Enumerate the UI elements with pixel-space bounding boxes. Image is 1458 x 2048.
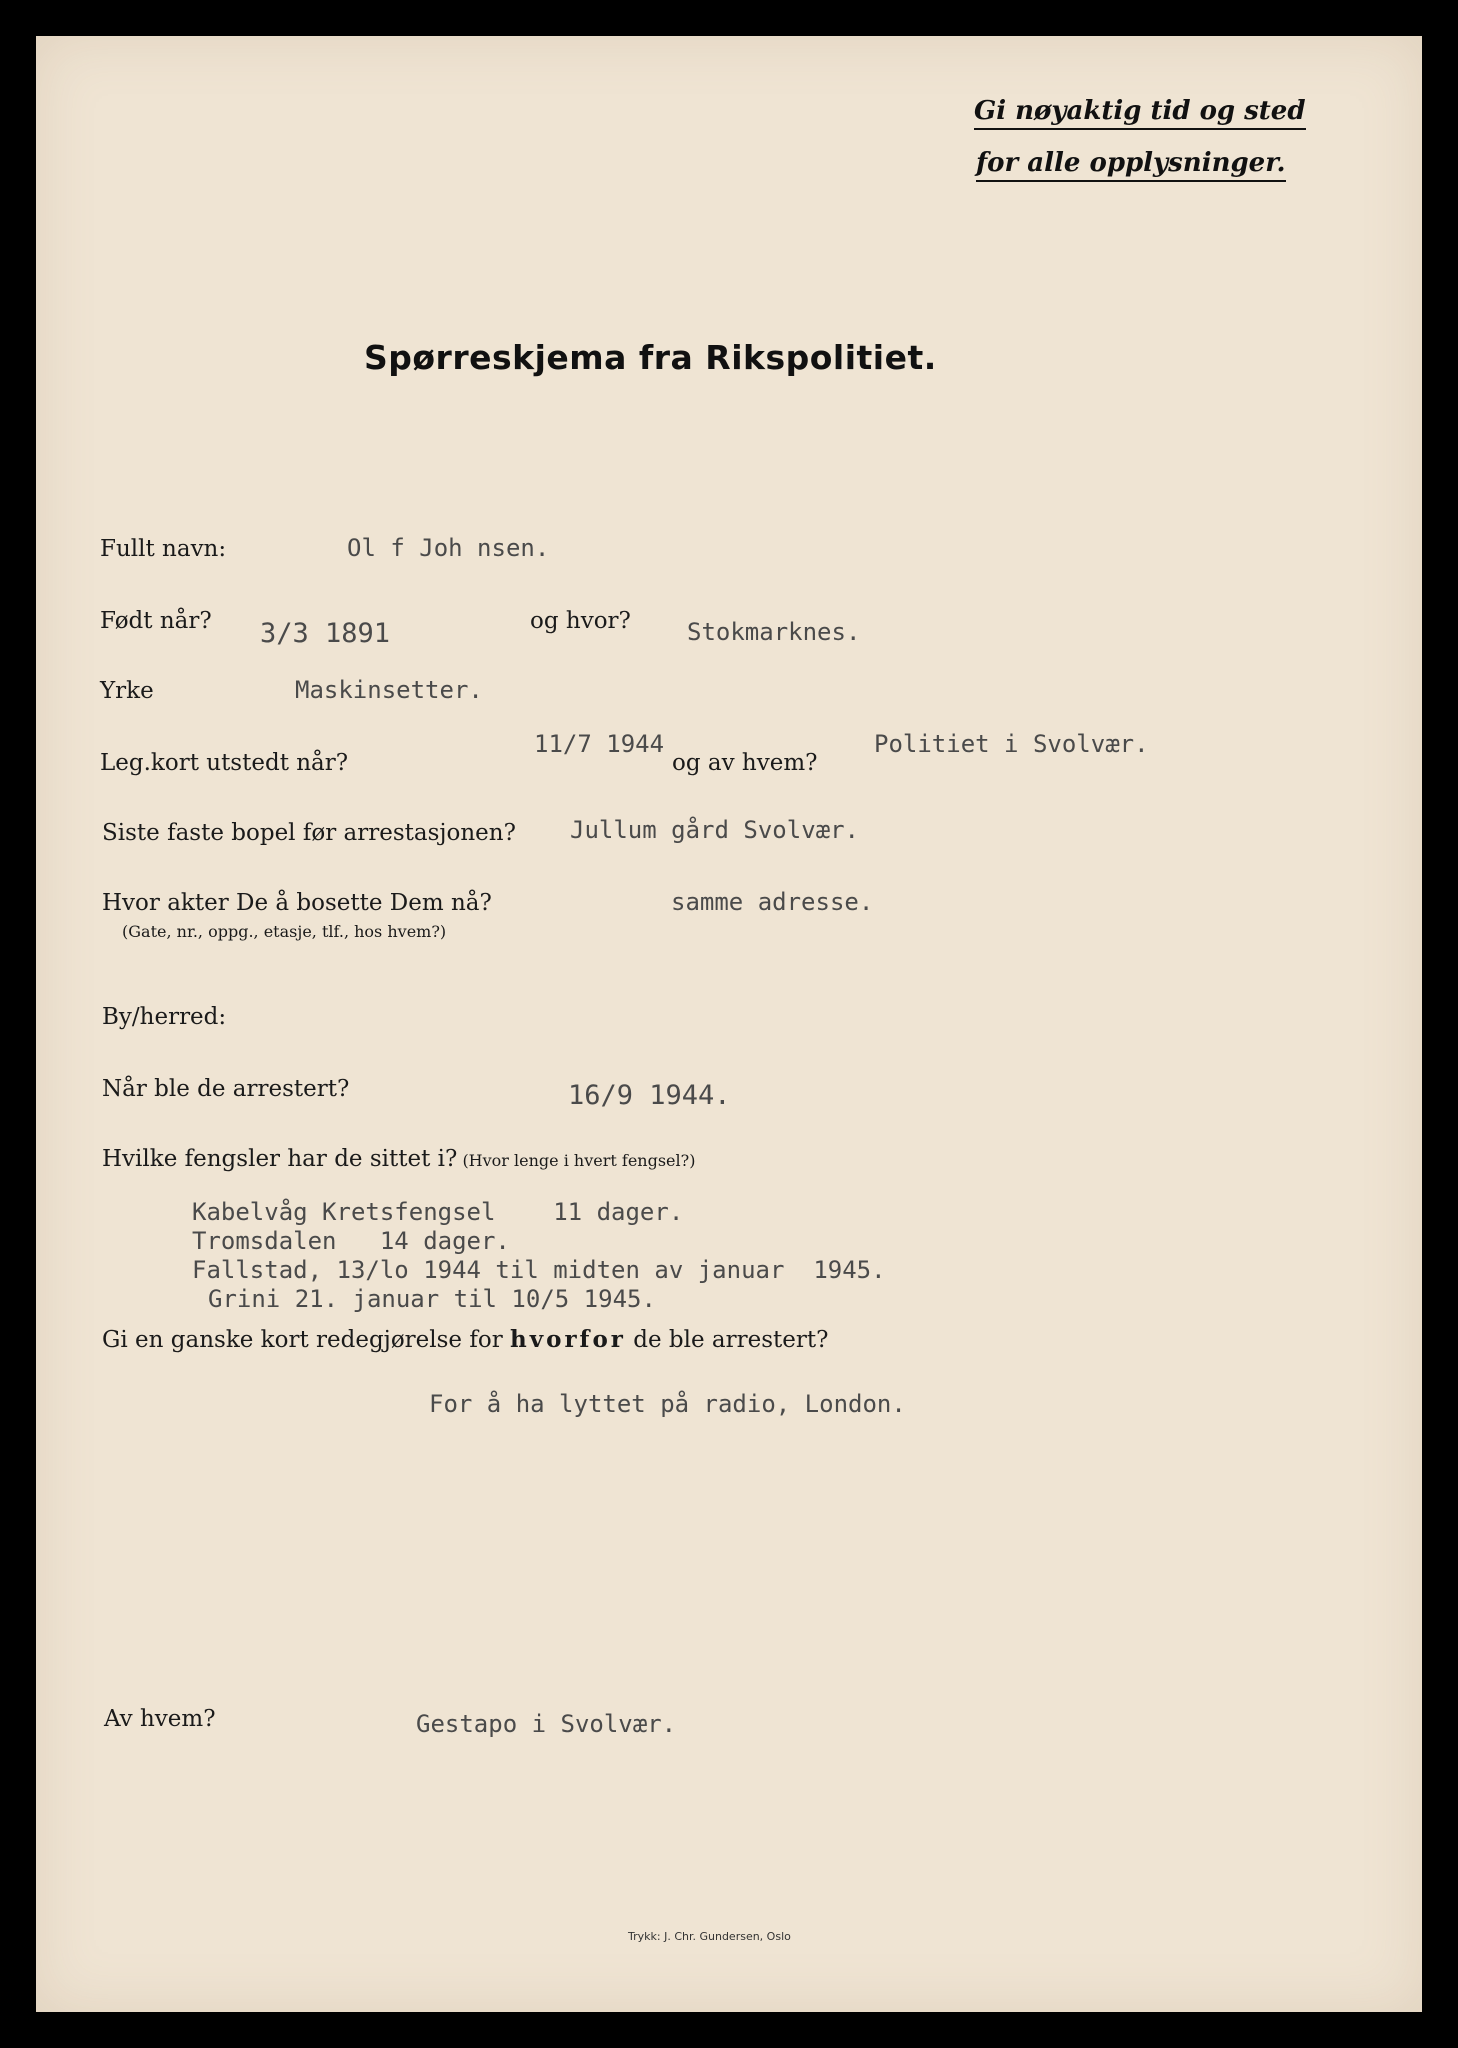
id-issued-by-label: og av hvem?: [672, 750, 818, 776]
reason-value: For å ha lyttet på radio, London.: [429, 1390, 906, 1418]
form-sheet: [36, 36, 1422, 2012]
prison-line: Grini 21. januar til 10/5 1945.: [208, 1285, 656, 1313]
instruction-note-line2: for alle opplysninger.: [976, 148, 1286, 182]
full-name-value: Ol f Joh nsen.: [347, 534, 550, 562]
born-where-value: Stokmarknes.: [687, 618, 861, 646]
id-issued-by-value: Politiet i Svolvær.: [874, 730, 1149, 758]
future-residence-label: Hvor akter De å bosette Dem nå?: [102, 890, 492, 916]
prisons-label: Hvilke fengsler har de sittet i?: [102, 1146, 458, 1172]
prisons-hint: (Hvor lenge i hvert fengsel?): [462, 1151, 696, 1170]
born-when-value: 3/3 1891: [260, 618, 391, 649]
prisons-list: [192, 1198, 886, 1314]
prison-line: Tromsdalen 14 dager.: [192, 1227, 510, 1255]
arrested-by-label: Av hvem?: [104, 1706, 216, 1732]
last-residence-value: Jullum gård Svolvær.: [570, 816, 859, 844]
reason-question: [102, 1326, 828, 1353]
prisons-question: [102, 1146, 695, 1172]
id-issued-when-value: 11/7 1944: [534, 730, 665, 758]
full-name-label: Fullt navn:: [100, 536, 227, 562]
arrested-by-value: Gestapo i Svolvær.: [416, 1710, 677, 1738]
reason-label-end: de ble arrestert?: [633, 1327, 829, 1353]
reason-label: Gi en ganske kort redegjørelse for: [102, 1327, 503, 1353]
printer-imprint: Trykk: J. Chr. Gundersen, Oslo: [628, 1930, 791, 1943]
prison-line: Kabelvåg Kretsfengsel 11 dager.: [192, 1198, 684, 1226]
prison-line: Fallstad, 13/lo 1944 til midten av januar 1945.: [192, 1256, 886, 1284]
born-where-label: og hvor?: [530, 608, 631, 634]
arrested-when-label: Når ble de arrestert?: [102, 1076, 350, 1102]
occupation-label: Yrke: [100, 678, 154, 704]
future-residence-hint: (Gate, nr., oppg., etasje, tlf., hos hvem?): [122, 922, 447, 941]
municipality-label: By/herred:: [102, 1004, 227, 1030]
occupation-value: Maskinsetter.: [295, 676, 483, 704]
arrested-when-value: 16/9 1944.: [568, 1080, 731, 1111]
reason-label-emphasis: hvorfor: [510, 1326, 626, 1353]
id-issued-when-label: Leg.kort utstedt når?: [100, 750, 349, 776]
form-title: Spørreskjema fra Rikspolitiet.: [364, 338, 937, 377]
last-residence-label: Siste faste bopel før arrestasjonen?: [102, 820, 516, 846]
instruction-note-line1: Gi nøyaktig tid og sted: [974, 96, 1306, 130]
born-when-label: Født når?: [100, 608, 212, 634]
future-residence-value: samme adresse.: [671, 888, 874, 916]
